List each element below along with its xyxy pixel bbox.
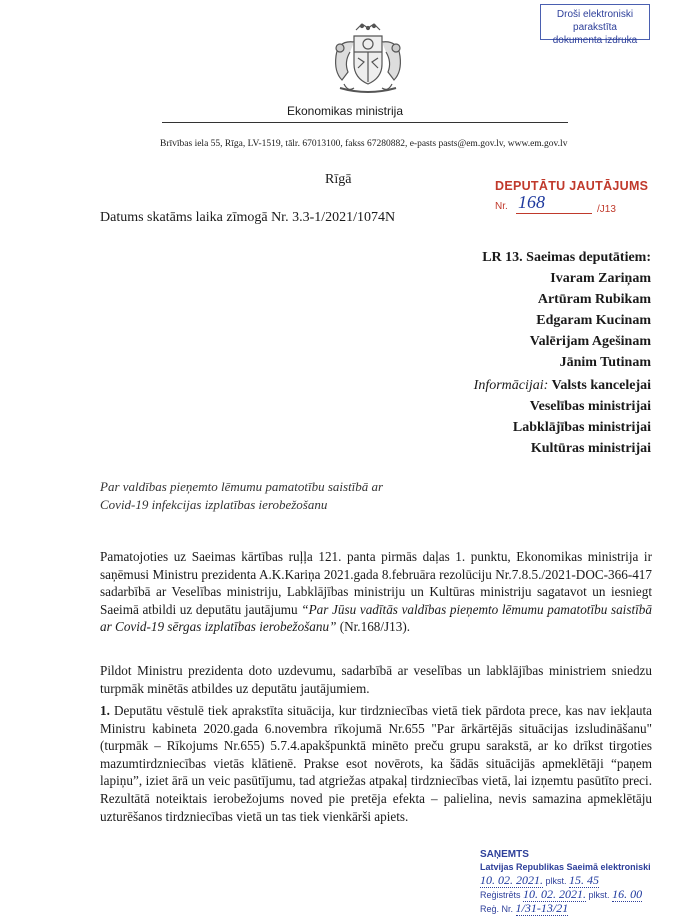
date-reference: Datums skatāms laika zīmogā Nr. 3.3-1/2021/1074N (100, 210, 396, 225)
received-org: Latvijas Republikas Saeimā elektroniski (480, 862, 651, 872)
regnr-value: 1/31-13/21 (515, 901, 569, 915)
received-time-label: plkst. (545, 876, 567, 886)
paragraph-1-text: Pamatojoties uz Saeimas kārtības ruļļa 121. panta pirmās daļas 1. punktu, Ekonomikas ministrija ir saņēmusi Ministru prezidenta A.K.Kariņa 2021.gada 8.februāra rezolūciju Nr.7.8.5./2021-DOC-366-417 sadarbībā ar Veselības ministriju, Labklājības ministriju un Kultūras ministriju sagatavot un iesniegt Saeimā atbildi uz deputātu jautājumu (100, 549, 652, 617)
recipient-name: Ivaram Zariņam (550, 271, 651, 286)
question-title: “Par Jūsu vadītās valdības pieņemto lēmumu pamatotību saistībā ar Covid-19 sērgas izplatības ierobežošanu” (100, 601, 652, 635)
ministry-name: Ekonomikas ministrija (286, 104, 404, 118)
contact-info: Brīvības iela 55, Rīga, LV-1519, tālr. 67013100, fakss 67280882, e-pasts pasts@em.gov.lv, www.em.gov.lv (160, 139, 568, 149)
e-signature-stamp (540, 4, 650, 46)
info-recipient: Valsts kancelejai (551, 378, 651, 393)
subject-line: Par valdības pieņemto lēmumu pamatotību saistībā ar (100, 479, 384, 494)
registered-label: Reģistrēts (480, 890, 521, 900)
deputy-stamp-suffix: /J13 (597, 204, 616, 215)
recipient-name: Valērijam Agešinam (529, 334, 651, 349)
received-time: 15. 45 (569, 873, 600, 887)
info-recipient: Labklājības ministrijai (512, 420, 651, 435)
registered-date: 10. 02. 2021. (523, 887, 587, 901)
header-divider (162, 122, 568, 123)
registered-row (480, 888, 680, 902)
paragraph-2: Pildot Ministru prezidenta doto uzdevumu, sadarbībā ar veselības un labklājības ministriem sniedzu turpmāk minētās atbildes uz deputātu jautājumiem. (100, 663, 652, 696)
paragraph-3 (100, 702, 652, 825)
subject (100, 478, 383, 514)
paragraph-1 (100, 548, 652, 636)
deputy-stamp-number: 168 (518, 192, 545, 212)
received-stamp (480, 848, 680, 916)
recipient-name: Edgaram Kucinam (536, 313, 651, 328)
registered-time-label: plkst. (588, 890, 610, 900)
info-row (474, 375, 651, 396)
paragraph-3-number: 1. (100, 703, 110, 718)
coat-of-arms-icon (318, 22, 418, 100)
recipient-list (474, 247, 651, 459)
e-signature-line2: dokumenta izdruka (552, 35, 638, 46)
registered-time: 16. 00 (612, 887, 643, 901)
place: Rīgā (325, 172, 352, 187)
recipient-name: Jānim Tutinam (559, 355, 651, 370)
deputy-stamp-title: DEPUTĀTU JAUTĀJUMS (495, 179, 649, 193)
regnr-label: Reģ. Nr. (480, 904, 514, 914)
paragraph-1-end: (Nr.168/J13). (336, 619, 411, 635)
subject-line: Covid-19 infekcijas izplatības ierobežošanu (100, 497, 328, 512)
info-recipient: Veselības ministrijai (529, 399, 651, 414)
paragraph-3-text: Deputātu vēstulē tiek aprakstīta situācija, kur tirdzniecības vietā tiek pārdota prece, kas nav iekļauta Ministru kabineta 2020.gada 6.novembra rīkojumā Nr.655 "Par ārkārtējās situācijas izsludināšanu" (turpmāk – Rīkojums Nr.655) 5.7.4.apakšpunktā minēto preču grupu sarakstā, ar ko drīkst tirgoties mazumtirdzniecības vietās klātienē. Prakse esot novērots, ka šādās situācijās apmeklētāji “paņem lapiņu”, iziet ārā un veic pasūtījumu, tad atgriežas atpakaļ tirdzniecības vietā, lai izņemtu pasūtīto preci. Rezultātā noteiktais ierobežojums noved pie pretēja efekta – palielina, nevis samazina apmeklētāju uzturēšanos tirdzniecības vietā un tas tiek vienkārši apiets. (100, 703, 652, 824)
received-date-row (480, 874, 680, 888)
info-recipient: Kultūras ministrijai (530, 441, 651, 456)
received-title: SAŅEMTS (480, 849, 529, 860)
received-date: 10. 02. 2021. (480, 873, 543, 887)
deputy-stamp-nr-label: Nr. (495, 201, 508, 212)
regnr-row (480, 902, 680, 916)
recipient-heading: LR 13. Saeimas deputātiem: (482, 250, 651, 265)
recipient-name: Artūram Rubikam (537, 292, 651, 307)
deputy-stamp-line (516, 213, 592, 214)
e-signature-line1: Droši elektroniski parakstīta (556, 9, 634, 33)
info-label: Informācijai: (473, 378, 549, 393)
